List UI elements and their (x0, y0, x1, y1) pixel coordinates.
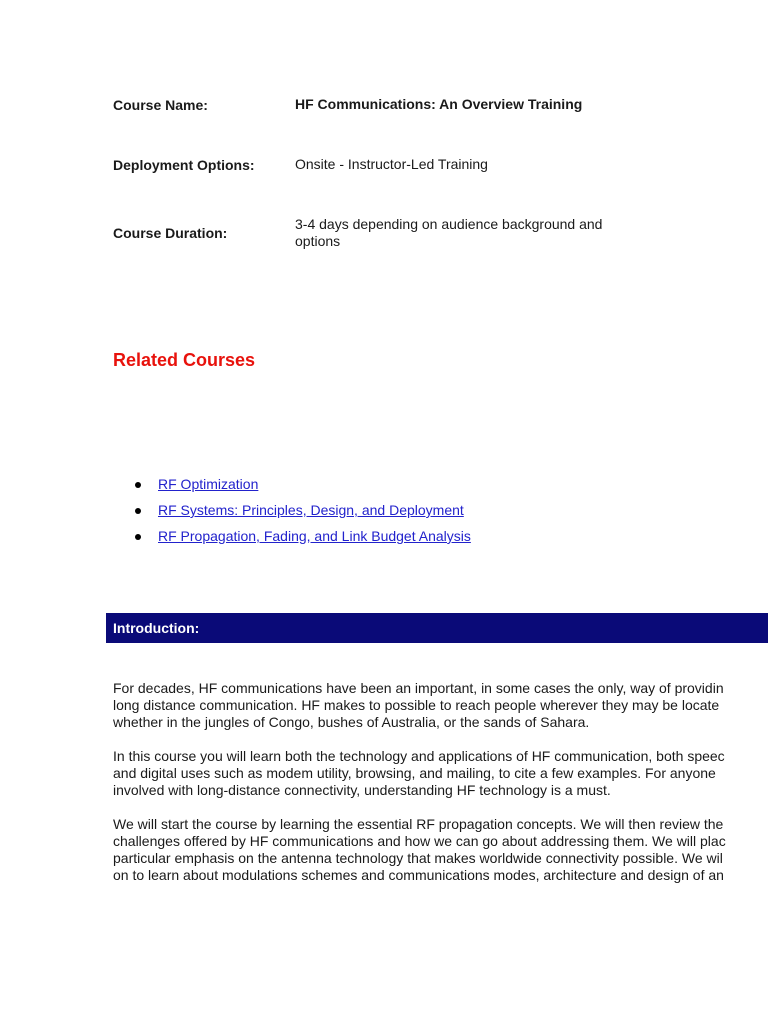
paragraph-line: For decades, HF communications have been an important, in some cases the only, way of providin (113, 680, 724, 696)
deployment-options-row (113, 156, 673, 173)
course-name-row (113, 96, 673, 113)
list-item (135, 476, 471, 502)
related-course-link[interactable]: RF Propagation, Fading, and Link Budget Analysis (158, 528, 471, 544)
paragraph-line: and digital uses such as modem utility, browsing, and mailing, to cite a few examples. For anyone (113, 765, 716, 781)
bullet-icon (135, 482, 141, 488)
related-course-link[interactable]: RF Optimization (158, 476, 259, 492)
paragraph-line: In this course you will learn both the technology and applications of HF communication, both speec (113, 748, 725, 764)
intro-paragraph (113, 748, 768, 799)
bullet-icon (135, 508, 141, 514)
related-course-link[interactable]: RF Systems: Principles, Design, and Deployment (158, 502, 464, 518)
bullet-icon (135, 534, 141, 540)
related-courses-list (135, 476, 471, 554)
intro-paragraph (113, 680, 768, 731)
introduction-body (113, 680, 768, 901)
paragraph-line: We will start the course by learning the essential RF propagation concepts. We will then review the (113, 816, 724, 832)
deployment-options-label: Deployment Options: (113, 156, 255, 173)
course-duration-value: 3-4 days depending on audience background and options (295, 216, 603, 249)
related-courses-heading: Related Courses (113, 350, 256, 370)
course-duration-row (113, 216, 673, 250)
deployment-options-value: Onsite - Instructor-Led Training (295, 156, 488, 172)
intro-paragraph (113, 816, 768, 884)
list-item (135, 502, 471, 528)
list-item (135, 528, 471, 554)
course-name-value: HF Communications: An Overview Training (295, 96, 583, 112)
introduction-section-header: Introduction: (106, 613, 768, 643)
paragraph-line: on to learn about modulations schemes and communications modes, architecture and design of an (113, 867, 724, 883)
paragraph-line: challenges offered by HF communications and how we can go about addressing them. We will plac (113, 833, 726, 849)
paragraph-line: long distance communication. HF makes to possible to reach people wherever they may be locate (113, 697, 720, 713)
paragraph-line: whether in the jungles of Congo, bushes of Australia, or the sands of Sahara. (113, 714, 590, 730)
course-name-label: Course Name: (113, 96, 208, 113)
paragraph-line: particular emphasis on the antenna technology that makes worldwide connectivity possible. We wil (113, 850, 723, 866)
paragraph-line: involved with long-distance connectivity, understanding HF technology is a must. (113, 782, 611, 798)
course-duration-label: Course Duration: (113, 225, 228, 241)
